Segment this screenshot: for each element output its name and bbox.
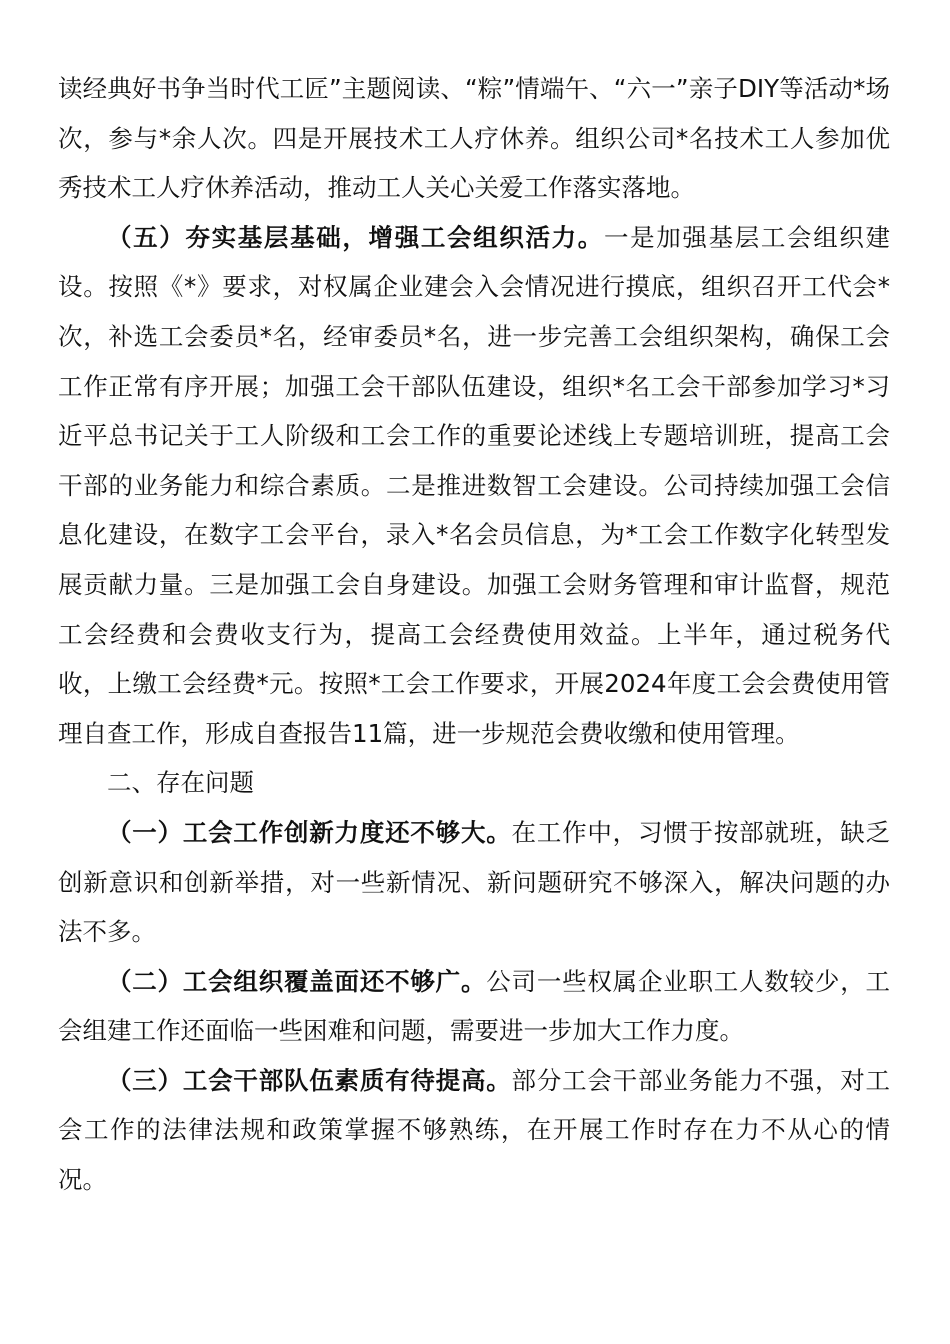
document-body — [58, 64, 890, 1205]
paragraph-problem-three — [58, 1056, 890, 1205]
section-heading: （二）工会组织覆盖面还不够广。 — [107, 966, 487, 996]
paragraph-section-five — [58, 213, 890, 759]
paragraph-problem-two — [58, 957, 890, 1056]
paragraph-problem-one — [58, 808, 890, 957]
paragraph-text: 公司一些权属企业职工人数较少，工会组建工作还面临一些困难和问题，需要进一步加大工作力度。 — [58, 966, 890, 1046]
paragraph-text: 部分工会干部业务能力不强，对工会工作的法律法规和政策掌握不够熟练，在开展工作时存在力不从心的情况。 — [58, 1065, 891, 1195]
section-heading: （三）工会干部队伍素质有待提高。 — [107, 1065, 512, 1095]
paragraph-text: 读经典好书争当时代工匠”主题阅读、“粽”情端午、“六一”亲子DIY等活动*场次，参与*余人次。四是开展技术工人疗休养。组织公司*名技术工人参加优秀技术工人疗休养活动，推动工人关心关爱工作落实落地。 — [58, 74, 890, 203]
paragraph-text: 一是加强基层工会组织建设。按照《*》要求，对权属企业建会入会情况进行摸底，组织召开工代会*次，补选工会委员*名，经审委员*名，进一步完善工会组织架构，确保工会工作正常有序开展；加强工会干部队伍建设，组织*名工会干部参加学习*习近平总书记关于工人阶级和工会工作的重要论述线上专题培训班，提高工会干部的业务能力和综合素质。二是推进数智工会建设。公司持续加强工会信息化建设，在数字工会平台，录入*名会员信息，为*工会工作数字化转型发展贡献力量。三是加强工会自身建设。加强工会财务管理和审计监督，规范工会经费和会费收支行为，提高工会经费使用效益。上半年，通过税务代收，上缴工会经费*元。按照*工会工作要求，开展2024年度工会会费使用管理自查工作，形成自查报告11篇，进一步规范会费收缴和使用管理。 — [58, 222, 891, 748]
section-title-text: 二、存在问题 — [107, 768, 254, 798]
section-heading: （五）夯实基层基础，增强工会组织活力。 — [107, 222, 604, 252]
paragraph-continuation — [58, 64, 890, 213]
section-title-problems — [58, 758, 890, 808]
section-heading: （一）工会工作创新力度还不够大。 — [107, 817, 512, 847]
paragraph-text: 在工作中，习惯于按部就班，缺乏创新意识和创新举措，对一些新情况、新问题研究不够深入，解决问题的办法不多。 — [58, 817, 891, 947]
